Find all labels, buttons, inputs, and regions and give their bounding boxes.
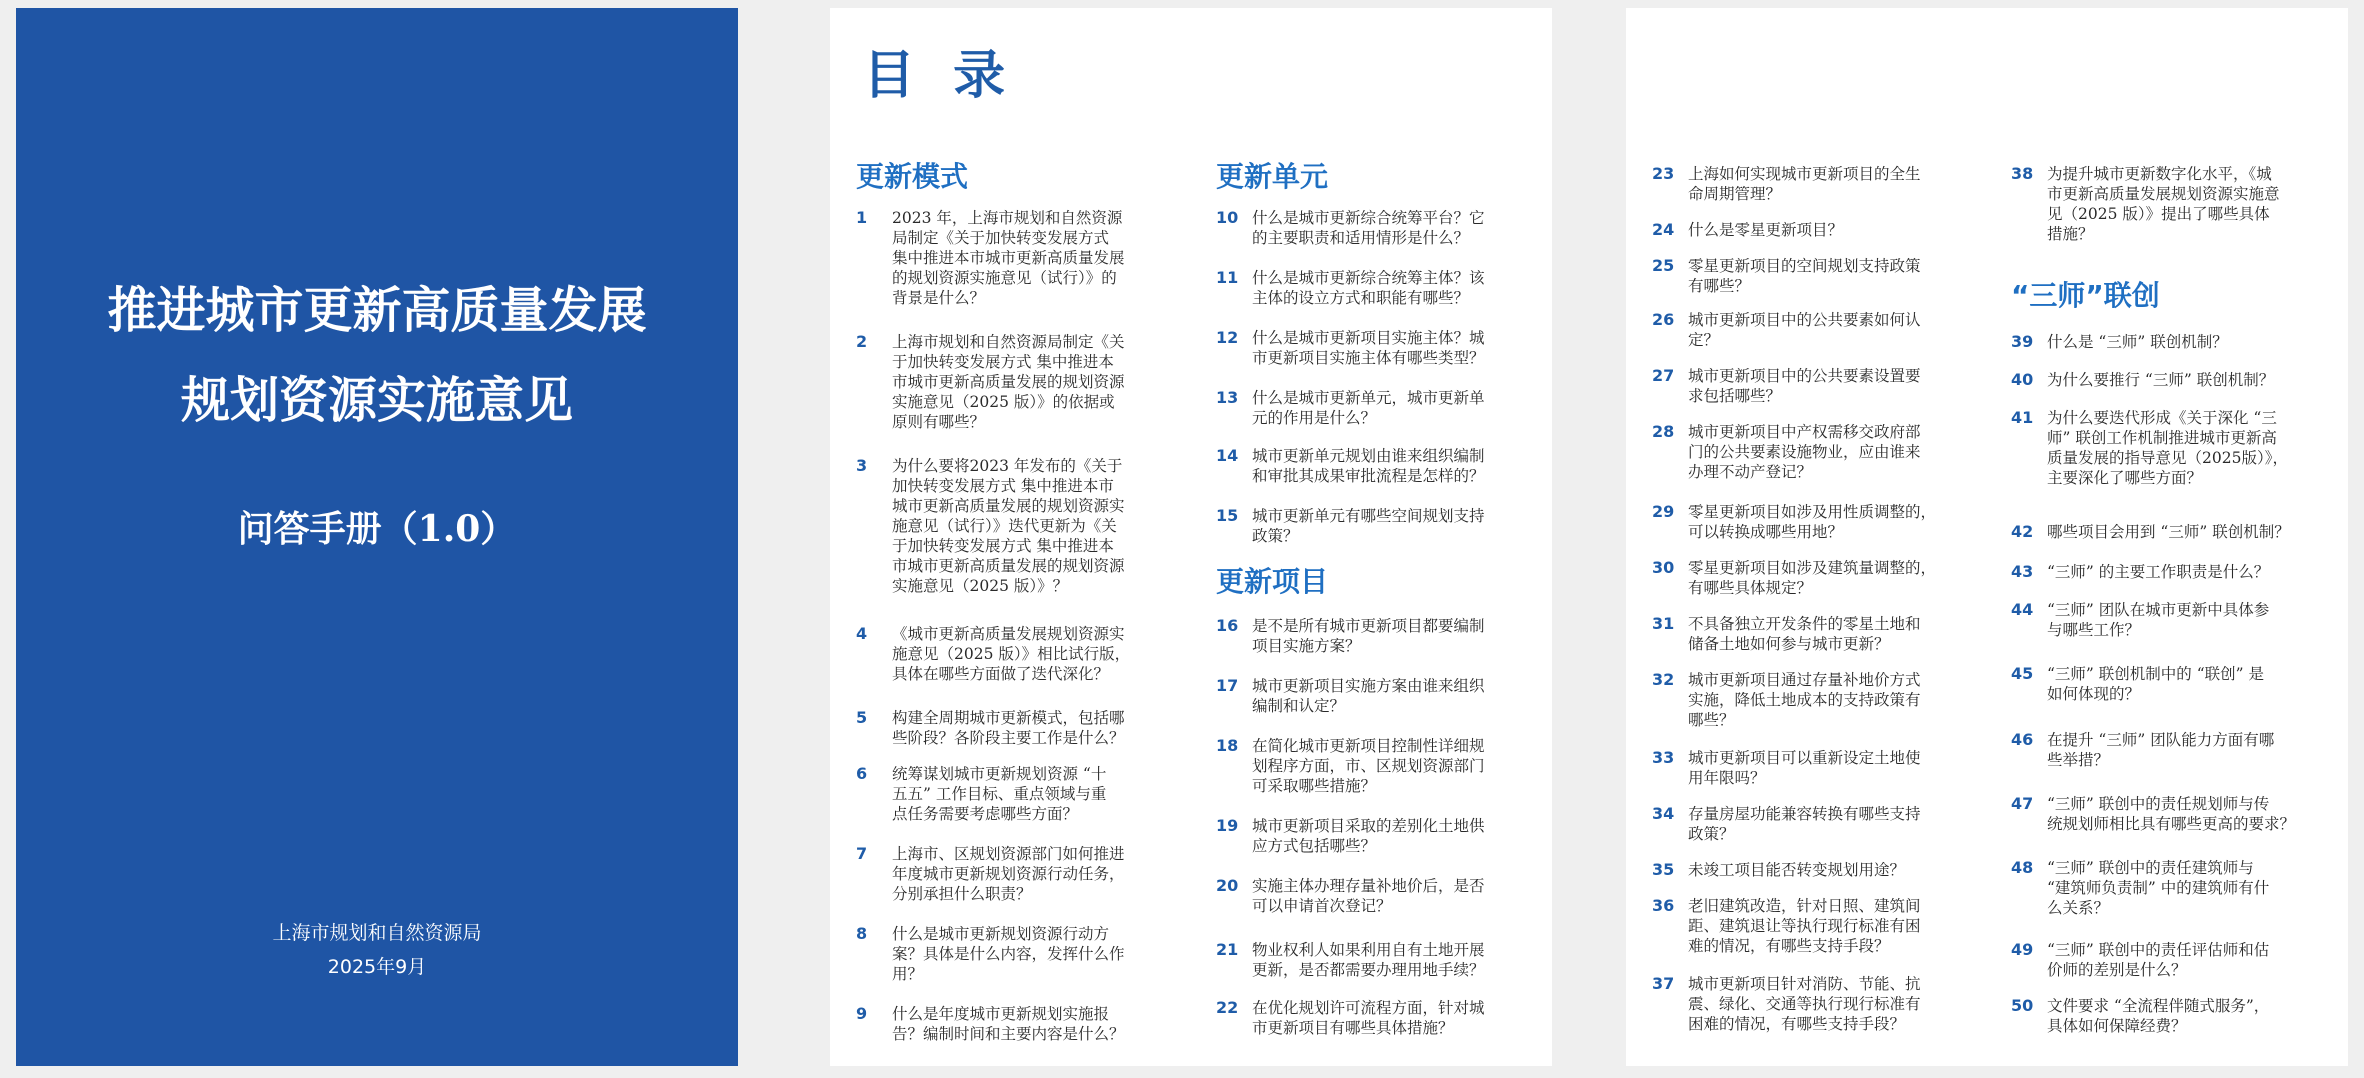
toc-title: 目 录 xyxy=(863,46,1016,106)
toc-item-question: 零星更新项目的空间规划支持政策 有哪些？ xyxy=(1688,257,1921,295)
toc-item-number: 6 xyxy=(856,764,868,783)
toc-item[interactable] xyxy=(1216,998,1536,1038)
toc-item[interactable] xyxy=(1216,736,1536,796)
toc-item-question: 存量房屋功能兼容转换有哪些支持 政策？ xyxy=(1688,805,1921,843)
toc-item-question: 什么是城市更新综合统筹平台？它 的主要职责和适用情形是什么？ xyxy=(1252,209,1485,247)
toc-item-number: 19 xyxy=(1216,816,1239,835)
section-title: 更新模式 xyxy=(856,160,969,193)
toc-item-number: 12 xyxy=(1216,328,1239,347)
toc-item-number: 38 xyxy=(2011,164,2034,183)
toc-item-number: 8 xyxy=(856,924,868,943)
cover-date: 2025年9月 xyxy=(327,956,427,978)
toc-item-question: 为什么要迭代形成《关于深化 “三 师” 联创工作机制推进城市更新高 质量发展的指导意见（2025版）》， 主要深化了哪些方面？ xyxy=(2047,409,2288,487)
toc-item-question: 什么是零星更新项目？ xyxy=(1688,221,1844,239)
toc-item[interactable] xyxy=(1216,816,1536,856)
toc-item-number: 44 xyxy=(2011,600,2034,619)
toc-item[interactable] xyxy=(1652,220,1972,240)
toc-item-question: 未竣工项目能否转变规划用途？ xyxy=(1688,861,1906,879)
toc-item-number: 37 xyxy=(1652,974,1675,993)
toc-item[interactable] xyxy=(1216,676,1536,716)
cover-title-line2: 规划资源实施意见 xyxy=(180,371,573,429)
toc-item-question: 为什么要将2023 年发布的《关于 加快转变发展方式 集中推进本市 城市更新高质量发展的规划资源实 施意见（试行）》迭代更新为《关 于加快转变发展方式 集中推进本 市城市更新高质量发展的规划资源 实施意见（2025 版）》？ xyxy=(892,457,1125,595)
toc-item-question: 在优化规划许可流程方面，针对城 市更新项目有哪些具体措施？ xyxy=(1252,999,1485,1037)
toc-item-question: 城市更新项目采取的差别化土地供 应方式包括哪些？ xyxy=(1252,817,1485,855)
toc-item[interactable] xyxy=(1652,896,1972,956)
toc-item-number: 15 xyxy=(1216,506,1239,525)
toc-item-number: 29 xyxy=(1652,502,1675,521)
toc-item-number: 26 xyxy=(1652,310,1675,329)
toc-item-number: 21 xyxy=(1216,940,1239,959)
toc-item[interactable] xyxy=(1652,614,1972,654)
toc-item[interactable] xyxy=(1652,366,1972,406)
toc-item-question: 零星更新项目如涉及建筑量调整的， 有哪些具体规定？ xyxy=(1688,559,1937,597)
toc-item[interactable] xyxy=(1652,860,1972,880)
toc-item-question: 2023 年，上海市规划和自然资源 局制定《关于加快转变发展方式 集中推进本市城市更新高质量发展 的规划资源实施意见（试行）》的 背景是什么？ xyxy=(892,209,1125,307)
toc-item-number: 16 xyxy=(1216,616,1239,635)
toc-item[interactable] xyxy=(856,332,1196,432)
toc-item[interactable] xyxy=(856,456,1196,596)
toc-item[interactable] xyxy=(2011,730,2331,770)
toc-item[interactable] xyxy=(1652,670,1972,730)
toc-item-question: 城市更新项目中的公共要素设置要 求包括哪些？ xyxy=(1688,367,1921,405)
toc-item-question: 什么是 “三师” 联创机制？ xyxy=(2047,333,2228,351)
toc-item-number: 47 xyxy=(2011,794,2034,813)
toc-item[interactable] xyxy=(1652,164,1972,204)
toc-item-number: 5 xyxy=(856,708,868,727)
toc-item-question: 文件要求 “全流程伴随式服务”， 具体如何保障经费？ xyxy=(2047,997,2270,1035)
toc-item-number: 17 xyxy=(1216,676,1239,695)
toc-item-question: “三师” 联创中的责任建筑师与 “建筑师负责制” 中的建筑师有什 么关系？ xyxy=(2047,859,2270,917)
toc-item[interactable] xyxy=(1216,328,1536,368)
toc-item-question: 城市更新单元有哪些空间规划支持 政策？ xyxy=(1252,507,1485,545)
toc-item-number: 2 xyxy=(856,332,868,351)
toc-item-number: 30 xyxy=(1652,558,1675,577)
toc-item-number: 20 xyxy=(1216,876,1239,895)
toc-item-question: 《城市更新高质量发展规划资源实 施意见（2025 版）》相比试行版， 具体在哪些方面做了迭代深化？ xyxy=(892,625,1131,683)
toc-item-question: 城市更新项目可以重新设定土地使 用年限吗？ xyxy=(1688,749,1921,787)
toc-item[interactable] xyxy=(2011,940,2331,980)
toc-item-number: 28 xyxy=(1652,422,1675,441)
toc-item-question: 为提升城市更新数字化水平，《城 市更新高质量发展规划资源实施意 见（2025 版）》提出了哪些具体 措施？ xyxy=(2047,165,2280,243)
toc-item-question: 上海市、区规划资源部门如何推进 年度城市更新规划资源行动任务， 分别承担什么职责？ xyxy=(892,845,1125,903)
toc-item[interactable] xyxy=(2011,600,2331,640)
toc-item-number: 48 xyxy=(2011,858,2034,877)
toc-item[interactable] xyxy=(2011,332,2331,352)
toc-item[interactable] xyxy=(1652,422,1972,482)
toc-item[interactable] xyxy=(2011,858,2331,918)
toc-item-question: 什么是城市更新项目实施主体？城 市更新项目实施主体有哪些类型？ xyxy=(1252,329,1485,367)
toc-item-number: 33 xyxy=(1652,748,1675,767)
toc-item-number: 25 xyxy=(1652,256,1675,275)
toc-item-number: 42 xyxy=(2011,522,2034,541)
toc-item[interactable] xyxy=(1652,256,1972,296)
toc-item[interactable] xyxy=(1652,974,1972,1034)
toc-item-number: 41 xyxy=(2011,408,2034,427)
toc-item-number: 3 xyxy=(856,456,868,475)
toc-item-question: 城市更新单元规划由谁来组织编制 和审批其成果审批流程是怎样的？ xyxy=(1252,447,1485,485)
toc-item[interactable] xyxy=(856,708,1196,748)
toc-page-2 xyxy=(1626,8,2348,1066)
toc-item-number: 11 xyxy=(1216,268,1239,287)
toc-item-number: 50 xyxy=(2011,996,2034,1015)
toc-item-question: 为什么要推行 “三师” 联创机制？ xyxy=(2047,371,2275,389)
toc-item-number: 45 xyxy=(2011,664,2034,683)
toc-item[interactable] xyxy=(1216,268,1536,308)
toc-item-number: 10 xyxy=(1216,208,1239,227)
toc-item[interactable] xyxy=(2011,522,2331,542)
toc-item[interactable] xyxy=(1216,616,1536,656)
toc-item[interactable] xyxy=(1216,388,1536,428)
toc-item-number: 34 xyxy=(1652,804,1675,823)
toc-item[interactable] xyxy=(2011,664,2331,704)
toc-item-number: 31 xyxy=(1652,614,1675,633)
toc-item[interactable] xyxy=(856,844,1196,904)
toc-page-1 xyxy=(830,8,1552,1066)
toc-item[interactable] xyxy=(1652,748,1972,788)
toc-item-question: 老旧建筑改造，针对日照、建筑间 距、建筑退让等执行现行标准有困 难的情况，有哪些支持手段？ xyxy=(1688,897,1921,955)
toc-item[interactable] xyxy=(856,1004,1196,1044)
toc-item-question: 构建全周期城市更新模式，包括哪 些阶段？各阶段主要工作是什么？ xyxy=(892,709,1125,747)
toc-item-number: 4 xyxy=(856,624,868,643)
toc-item[interactable] xyxy=(2011,562,2331,582)
toc-item[interactable] xyxy=(2011,408,2331,488)
toc-item[interactable] xyxy=(1652,502,1972,542)
toc-item[interactable] xyxy=(856,764,1196,824)
toc-item-question: “三师” 联创中的责任规划师与传 统规划师相比具有哪些更高的要求？ xyxy=(2047,795,2296,833)
toc-item-number: 24 xyxy=(1652,220,1675,239)
toc-item-question: 在简化城市更新项目控制性详细规 划程序方面，市、区规划资源部门 可采取哪些措施？ xyxy=(1252,737,1485,795)
toc-item[interactable] xyxy=(2011,794,2331,834)
toc-item-number: 18 xyxy=(1216,736,1239,755)
toc-item-question: 什么是城市更新规划资源行动方 案？具体是什么内容，发挥什么作 用？ xyxy=(892,925,1125,983)
cover-publisher: 上海市规划和自然资源局 xyxy=(272,922,482,944)
toc-item-number: 40 xyxy=(2011,370,2034,389)
cover-title-line1: 推进城市更新高质量发展 xyxy=(107,281,647,339)
toc-item-question: “三师” 联创中的责任评估师和估 价师的差别是什么？ xyxy=(2047,941,2270,979)
toc-item-number: 23 xyxy=(1652,164,1675,183)
toc-item-question: “三师” 团队在城市更新中具体参 与哪些工作？ xyxy=(2047,601,2270,639)
cover-subtitle: 问答手册（1.0） xyxy=(237,508,517,550)
toc-item-number: 36 xyxy=(1652,896,1675,915)
toc-item[interactable] xyxy=(1652,804,1972,844)
toc-item-question: 什么是城市更新综合统筹主体？该 主体的设立方式和职能有哪些？ xyxy=(1252,269,1485,307)
toc-item-number: 14 xyxy=(1216,446,1239,465)
toc-item-question: 不具备独立开发条件的零星土地和 储备土地如何参与城市更新？ xyxy=(1688,615,1921,653)
toc-item-question: 统筹谋划城市更新规划资源 “十 五五” 工作目标、重点领域与重 点任务需要考虑哪些方面？ xyxy=(892,765,1107,823)
cover-page xyxy=(16,8,738,1066)
toc-item-question: 是不是所有城市更新项目都要编制 项目实施方案？ xyxy=(1252,617,1485,655)
toc-item-question: 城市更新项目中的公共要素如何认 定？ xyxy=(1688,311,1921,349)
toc-item-question: 什么是年度城市更新规划实施报 告？编制时间和主要内容是什么？ xyxy=(892,1005,1125,1043)
toc-item-question: 城市更新项目实施方案由谁来组织 编制和认定？ xyxy=(1252,677,1485,715)
toc-item-question: 哪些项目会用到 “三师” 联创机制？ xyxy=(2047,523,2290,541)
toc-item[interactable] xyxy=(1216,446,1536,486)
toc-item-question: 上海市规划和自然资源局制定《关 于加快转变发展方式 集中推进本 市城市更新高质量发展的规划资源 实施意见（2025 版）》的依据或 原则有哪些？ xyxy=(892,333,1125,431)
toc-item-number: 43 xyxy=(2011,562,2034,581)
toc-item-question: 城市更新项目针对消防、节能、抗 震、绿化、交通等执行现行标准有 困难的情况，有哪些支持手段？ xyxy=(1688,975,1921,1033)
toc-item-question: 什么是城市更新单元，城市更新单 元的作用是什么？ xyxy=(1252,389,1485,427)
toc-item-question: “三师” 联创机制中的 “联创” 是 如何体现的？ xyxy=(2047,665,2264,703)
toc-item-question: 城市更新项目中产权需移交政府部 门的公共要素设施物业，应由谁来 办理不动产登记？ xyxy=(1688,423,1921,481)
toc-item[interactable] xyxy=(1652,558,1972,598)
toc-item-number: 1 xyxy=(856,208,868,227)
toc-item[interactable] xyxy=(1216,506,1536,546)
toc-item-question: “三师” 的主要工作职责是什么？ xyxy=(2047,563,2270,581)
section-title: “三师”联创 xyxy=(2011,279,2160,312)
toc-item-number: 13 xyxy=(1216,388,1239,407)
toc-item-number: 22 xyxy=(1216,998,1239,1017)
toc-item-number: 49 xyxy=(2011,940,2034,959)
section-title: 更新单元 xyxy=(1216,160,1329,193)
toc-item-number: 39 xyxy=(2011,332,2034,351)
toc-item[interactable] xyxy=(856,208,1196,308)
toc-item-question: 零星更新项目如涉及用性质调整的， 可以转换成哪些用地？ xyxy=(1688,503,1937,541)
toc-item[interactable] xyxy=(1652,310,1972,350)
toc-item[interactable] xyxy=(1216,208,1536,248)
toc-item[interactable] xyxy=(1216,940,1536,980)
toc-item-question: 在提升 “三师” 团队能力方面有哪 些举措？ xyxy=(2047,731,2275,769)
toc-item-number: 32 xyxy=(1652,670,1675,689)
toc-item[interactable] xyxy=(2011,996,2331,1036)
toc-item-number: 27 xyxy=(1652,366,1675,385)
toc-item-question: 物业权利人如果利用自有土地开展 更新，是否都需要办理用地手续？ xyxy=(1252,941,1485,979)
toc-item-number: 9 xyxy=(856,1004,868,1023)
toc-item-question: 上海如何实现城市更新项目的全生 命周期管理？ xyxy=(1688,165,1921,203)
toc-item-number: 7 xyxy=(856,844,868,863)
toc-item[interactable] xyxy=(2011,164,2331,244)
toc-item-number: 46 xyxy=(2011,730,2034,749)
toc-item[interactable] xyxy=(856,624,1196,684)
toc-item-question: 城市更新项目通过存量补地价方式 实施，降低土地成本的支持政策有 哪些？ xyxy=(1688,671,1921,729)
toc-item[interactable] xyxy=(1216,876,1536,916)
section-title: 更新项目 xyxy=(1216,565,1329,598)
toc-item-question: 实施主体办理存量补地价后，是否 可以申请首次登记？ xyxy=(1252,877,1485,915)
toc-item-number: 35 xyxy=(1652,860,1675,879)
toc-item[interactable] xyxy=(856,924,1196,984)
toc-item[interactable] xyxy=(2011,370,2331,390)
